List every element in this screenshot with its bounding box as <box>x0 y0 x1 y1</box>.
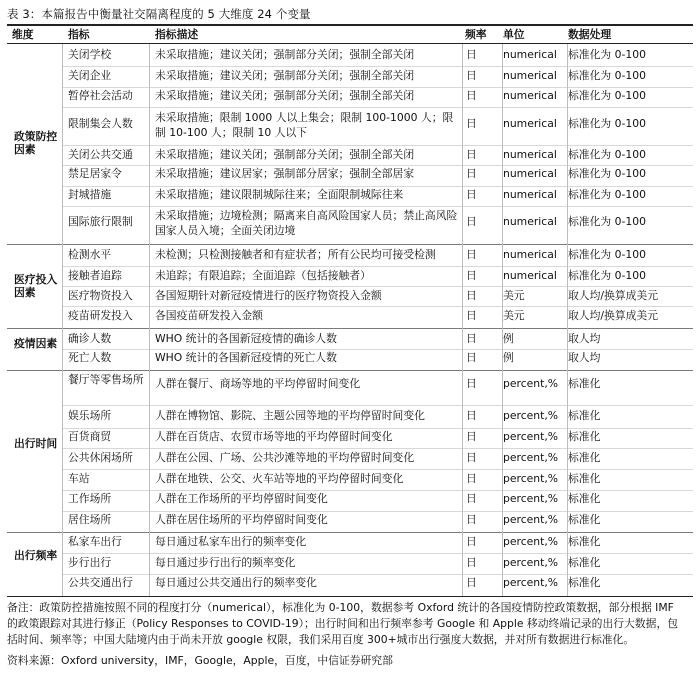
indicator-cell: 关闭企业 <box>68 69 112 82</box>
indicator-cell: 接触者追踪 <box>68 269 122 282</box>
frequency-cell: 日 <box>466 409 477 422</box>
indicator-cell: 封城措施 <box>68 188 112 201</box>
unit-cell: percent,% <box>503 513 559 526</box>
unit-cell: percent,% <box>503 451 559 464</box>
indicator-cell: 公共交通出行 <box>68 576 133 589</box>
header-indicator: 指标 <box>68 28 90 41</box>
unit-cell: percent,% <box>503 535 559 548</box>
row-separator <box>62 306 693 307</box>
indicator-cell: 公共休闲场所 <box>68 451 133 464</box>
row-separator <box>62 107 693 108</box>
unit-cell: numerical <box>503 89 557 102</box>
processing-cell: 标准化为 0-100 <box>568 188 646 201</box>
unit-cell: percent,% <box>503 472 559 485</box>
description-cell: 未采取措施；建议居家；强制部分居家；强制全部居家 <box>155 167 415 180</box>
indicator-cell: 百货商贸 <box>68 430 112 443</box>
processing-cell: 标准化为 0-100 <box>568 48 646 61</box>
frequency-cell: 日 <box>466 576 477 589</box>
frequency-cell: 日 <box>466 215 477 228</box>
description-cell: 每日通过步行出行的频率变化 <box>155 556 296 569</box>
processing-cell: 标准化 <box>568 513 601 526</box>
description-cell: 未检测；只检测接触者和有症状者；所有公民均可接受检测 <box>155 248 436 261</box>
row-separator <box>62 186 693 187</box>
row-separator <box>62 66 693 67</box>
processing-cell: 标准化为 0-100 <box>568 148 646 161</box>
frequency-cell: 日 <box>466 332 477 345</box>
table-note: 备注：政策防控措施按照不同的程度打分（numerical），标准化为 0-100，数据参考 Oxford 统计的各国疫情防控政策数据，部分根据 IMF 的政策跟踪对其进行修正（Policy Responses to COVID-19）；出行时间和出行频率参考 Google 和 Apple 移动终端记录的出行大数据，包括时间、频率等；中国大陆境内由于尚未开放 google 权限，我们采用百度 300+城市出行强度大数据，并对所有数据进行标准化。 <box>7 601 679 646</box>
processing-cell: 标准化 <box>568 556 601 569</box>
unit-cell: percent,% <box>503 430 559 443</box>
processing-cell: 标准化为 0-100 <box>568 248 646 261</box>
row-separator <box>62 286 693 287</box>
frequency-cell: 日 <box>466 513 477 526</box>
indicator-cell: 餐厅等零售场所 <box>68 373 144 386</box>
unit-cell: numerical <box>503 269 557 282</box>
frequency-cell: 日 <box>466 188 477 201</box>
unit-cell: percent,% <box>503 492 559 505</box>
description-cell: 未采取措施；建议关闭；强制部分关闭；强制全部关闭 <box>155 89 415 102</box>
frequency-cell: 日 <box>466 535 477 548</box>
category-label: 出行频率 <box>14 549 58 562</box>
indicator-cell: 禁足居家令 <box>68 167 122 180</box>
header-processing: 数据处理 <box>568 28 612 41</box>
processing-cell: 取人均 <box>568 332 601 345</box>
unit-cell: numerical <box>503 248 557 261</box>
frequency-cell: 日 <box>466 248 477 261</box>
processing-cell: 标准化为 0-100 <box>568 89 646 102</box>
description-cell: 未采取措施；建议限制城际往来；全面限制城际往来 <box>155 188 404 201</box>
indicator-cell: 暂停社会活动 <box>68 89 133 102</box>
frequency-cell: 日 <box>466 451 477 464</box>
row-separator <box>7 244 693 245</box>
indicator-cell: 死亡人数 <box>68 351 112 364</box>
data-source: 资料来源：Oxford university，IMF，Google，Apple，百度，中信证券研究部 <box>7 654 393 667</box>
category-label: 出行时间 <box>14 437 58 450</box>
row-separator <box>62 87 693 88</box>
description-cell: 人群在餐厅、商场等地的平均停留时间变化 <box>155 377 361 390</box>
row-separator <box>62 206 693 207</box>
row-separator <box>62 266 693 267</box>
column-separator <box>149 44 150 596</box>
indicator-cell: 限制集会人数 <box>68 117 133 130</box>
unit-cell: numerical <box>503 188 557 201</box>
indicator-cell: 车站 <box>68 472 90 485</box>
frequency-cell: 日 <box>466 89 477 102</box>
bottom-rule <box>7 596 693 597</box>
description-cell: WHO 统计的各国新冠疫情的确诊人数 <box>155 332 337 345</box>
frequency-cell: 日 <box>466 351 477 364</box>
row-separator <box>62 405 693 406</box>
unit-cell: percent,% <box>503 377 559 390</box>
indicator-cell: 医疗物资投入 <box>68 289 133 302</box>
row-separator <box>62 165 693 166</box>
row-separator <box>62 428 693 429</box>
indicator-cell: 疫苗研发投入 <box>68 309 133 322</box>
description-cell: 人群在百货店、农贸市场等地的平均停留时间变化 <box>155 430 393 443</box>
unit-cell: numerical <box>503 48 557 61</box>
unit-cell: numerical <box>503 167 557 180</box>
frequency-cell: 日 <box>466 167 477 180</box>
description-cell: 人群在博物馆、影院、主题公园等地的平均停留时间变化 <box>155 409 425 422</box>
frequency-cell: 日 <box>466 269 477 282</box>
row-separator <box>7 328 693 329</box>
processing-cell: 标准化 <box>568 492 601 505</box>
row-separator <box>62 145 693 146</box>
category-label: 疫情因素 <box>14 337 58 350</box>
row-separator <box>62 349 693 350</box>
processing-cell: 标准化 <box>568 451 601 464</box>
frequency-cell: 日 <box>466 48 477 61</box>
unit-cell: numerical <box>503 69 557 82</box>
unit-cell: percent,% <box>503 576 559 589</box>
indicator-cell: 娱乐场所 <box>68 409 112 422</box>
unit-cell: percent,% <box>503 556 559 569</box>
row-separator <box>7 532 693 533</box>
indicator-cell: 确诊人数 <box>68 332 112 345</box>
header-unit: 单位 <box>503 28 525 41</box>
header-dimension: 维度 <box>12 28 34 41</box>
column-separator <box>62 44 63 596</box>
description-cell: 未采取措施；建议关闭；强制部分关闭；强制全部关闭 <box>155 48 415 61</box>
description-cell: 未采取措施；建议关闭；强制部分关闭；强制全部关闭 <box>155 148 415 161</box>
processing-cell: 标准化为 0-100 <box>568 117 646 130</box>
processing-cell: 取人均/换算成美元 <box>568 309 659 322</box>
description-cell: 未追踪；有限追踪；全面追踪（包括接触者） <box>155 269 371 282</box>
description-cell: 人群在居住场所的平均停留时间变化 <box>155 513 328 526</box>
row-separator <box>62 448 693 449</box>
frequency-cell: 日 <box>466 69 477 82</box>
indicator-cell: 私家车出行 <box>68 535 122 548</box>
description-cell: 每日通过公共交通出行的频率变化 <box>155 576 317 589</box>
header-description: 指标描述 <box>155 28 199 41</box>
table-caption: 表 3：本篇报告中衡量社交隔离程度的 5 大维度 24 个变量 <box>7 7 311 21</box>
category-label: 医疗投入因素 <box>14 273 58 299</box>
frequency-cell: 日 <box>466 556 477 569</box>
frequency-cell: 日 <box>466 377 477 390</box>
processing-cell: 取人均/换算成美元 <box>568 289 659 302</box>
unit-cell: 美元 <box>503 309 525 322</box>
indicator-cell: 步行出行 <box>68 556 112 569</box>
unit-cell: numerical <box>503 117 557 130</box>
column-separator <box>462 44 463 596</box>
indicator-cell: 工作场所 <box>68 492 112 505</box>
processing-cell: 取人均 <box>568 351 601 364</box>
processing-cell: 标准化 <box>568 576 601 589</box>
description-cell: 未采取措施；边境检测；隔离来自高风险国家人员；禁止高风险国家人员入境；全面关闭边境 <box>155 209 458 237</box>
frequency-cell: 日 <box>466 117 477 130</box>
top-rule <box>7 24 693 26</box>
unit-cell: 例 <box>503 332 514 345</box>
row-separator <box>62 511 693 512</box>
indicator-cell: 关闭公共交通 <box>68 148 133 161</box>
indicator-cell: 关闭学校 <box>68 48 112 61</box>
description-cell: 未采取措施；限制 1000 人以上集会；限制 100-1000 人；限制 10-100 人；限制 10 人以下 <box>155 111 454 139</box>
frequency-cell: 日 <box>466 492 477 505</box>
processing-cell: 标准化 <box>568 472 601 485</box>
processing-cell: 标准化 <box>568 535 601 548</box>
category-label: 政策防控因素 <box>14 130 58 156</box>
indicator-cell: 检测水平 <box>68 248 112 261</box>
frequency-cell: 日 <box>466 472 477 485</box>
description-cell: WHO 统计的各国新冠疫情的死亡人数 <box>155 351 337 364</box>
processing-cell: 标准化为 0-100 <box>568 269 646 282</box>
processing-cell: 标准化为 0-100 <box>568 167 646 180</box>
description-cell: 人群在工作场所的平均停留时间变化 <box>155 492 328 505</box>
unit-cell: 例 <box>503 351 514 364</box>
processing-cell: 标准化 <box>568 377 601 390</box>
row-separator <box>62 574 693 575</box>
unit-cell: numerical <box>503 148 557 161</box>
indicator-cell: 国际旅行限制 <box>68 215 133 228</box>
header-rule <box>7 43 693 44</box>
description-cell: 人群在地铁、公交、火车站等地的平均停留时间变化 <box>155 472 404 485</box>
row-separator <box>62 490 693 491</box>
frequency-cell: 日 <box>466 148 477 161</box>
row-separator <box>62 469 693 470</box>
header-frequency: 频率 <box>465 28 487 41</box>
row-separator <box>62 553 693 554</box>
processing-cell: 标准化为 0-100 <box>568 69 646 82</box>
unit-cell: percent,% <box>503 409 559 422</box>
frequency-cell: 日 <box>466 289 477 302</box>
description-cell: 各国短期针对新冠疫情进行的医疗物资投入金额 <box>155 289 382 302</box>
row-separator <box>7 370 693 371</box>
description-cell: 人群在公园、广场、公共沙滩等地的平均停留时间变化 <box>155 451 415 464</box>
processing-cell: 标准化为 0-100 <box>568 215 646 228</box>
unit-cell: numerical <box>503 215 557 228</box>
description-cell: 各国疫苗研发投入金额 <box>155 309 263 322</box>
processing-cell: 标准化 <box>568 409 601 422</box>
frequency-cell: 日 <box>466 430 477 443</box>
description-cell: 未采取措施；建议关闭；强制部分关闭；强制全部关闭 <box>155 69 415 82</box>
frequency-cell: 日 <box>466 309 477 322</box>
unit-cell: 美元 <box>503 289 525 302</box>
description-cell: 每日通过私家车出行的频率变化 <box>155 535 307 548</box>
processing-cell: 标准化 <box>568 430 601 443</box>
indicator-cell: 居住场所 <box>68 513 112 526</box>
